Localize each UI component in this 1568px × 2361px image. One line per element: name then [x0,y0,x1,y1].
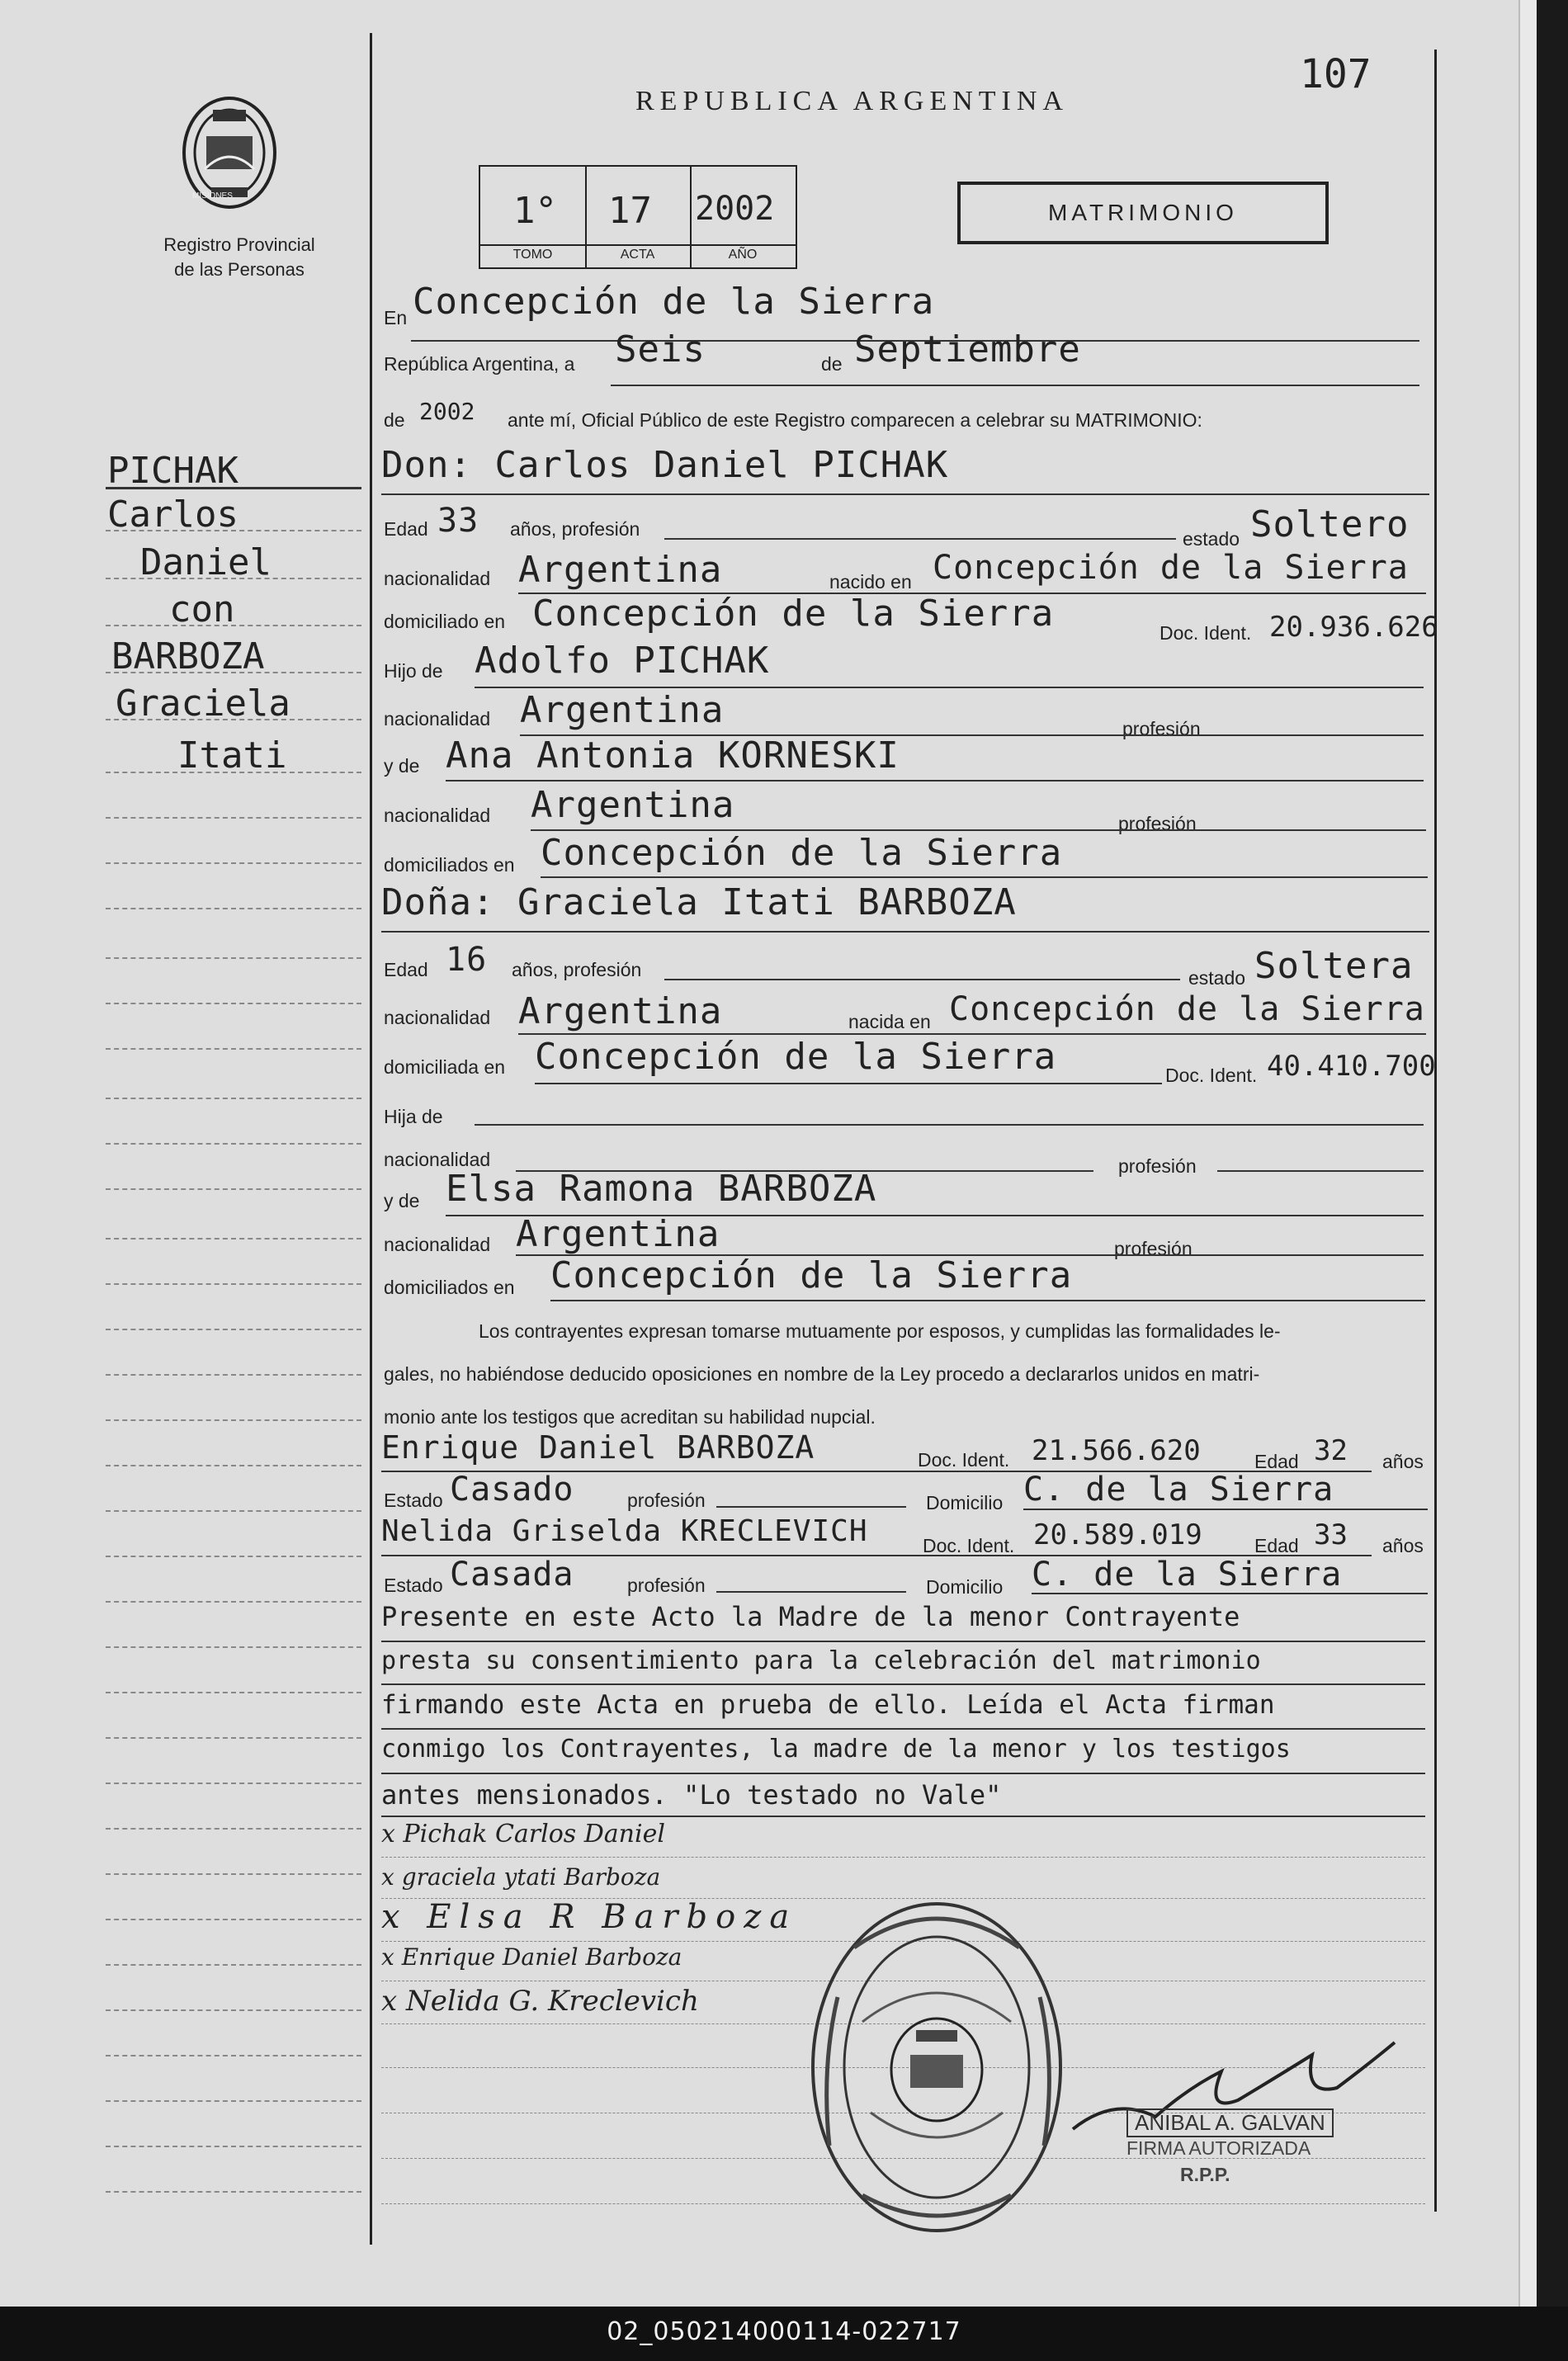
margin-rule [106,1098,361,1099]
margin-rule [106,2100,361,2102]
marriage-day: Seis [615,328,706,371]
margin-rule [106,1188,361,1190]
margin-rule [106,1374,361,1376]
groom-father-nationality: Argentina [520,689,725,731]
nac-label-mother: nacionalidad [384,805,491,826]
nac-label-bride-father: nacionalidad [384,1149,491,1170]
image-identifier: 02_050214000114-022717 [607,2317,961,2346]
nacida-label: nacida en [848,1011,931,1032]
de2-label: de [384,409,405,431]
ano-label: AÑO [690,244,796,262]
witness-1-anos-label: años [1382,1451,1424,1472]
witness-2-domicilio: C. de la Sierra [1032,1556,1343,1594]
en-label: En [384,307,408,328]
witness-2-name: Nelida Griselda KRECLEVICH [381,1514,868,1548]
doms-label-bride: domiciliados en [384,1277,515,1298]
note-line-5: antes mensionados. "Lo testado no Vale" [381,1779,1002,1811]
margin-rule [106,1737,361,1739]
margin-rule [106,908,361,909]
yde-label-bride: y de [384,1190,420,1211]
margin-name-2: Daniel [140,541,272,583]
witness-2-doc-label: Doc. Ident. [923,1535,1015,1556]
margin-rule [106,2146,361,2147]
note-line-1: Presente en este Acto la Madre de la menor Contrayente [381,1601,1240,1632]
rule [664,538,1176,540]
bride-mother: Elsa Ramona BARBOZA [446,1168,877,1210]
ano-cell [690,167,796,267]
official-stamp [805,1898,1069,2236]
margin-rule [106,1783,361,1784]
registry-name [140,233,338,282]
declaration-line-2: gales, no habiéndose deducido oposiciones en nombre de la Ley procedo a declararlos unidos en matri- [384,1363,1260,1385]
republica-label: República Argentina, a [384,353,575,375]
bride-parents-domicile: Concepción de la Sierra [550,1254,1073,1296]
signature-witness-1: x Enrique Daniel Barboza [381,1943,682,1971]
nac-label-bride-mother: nacionalidad [384,1234,491,1255]
declaration-line-1: Los contrayentes expresan tomarse mutuamente por esposos, y cumplidas las formalidades le- [479,1320,1281,1342]
margin-rule [106,1964,361,1966]
rule [518,1033,1426,1035]
margin-rule [106,862,361,864]
bride-domicile: Concepción de la Sierra [535,1036,1057,1078]
declaration-line-3: monio ante los testigos que acreditan su habilidad nupcial. [384,1406,876,1428]
rule [381,1857,1425,1858]
margin-surname-groom: PICHAK [107,450,239,492]
tomo-cell [480,167,587,267]
rule [381,1816,1425,1817]
tomo-value: 1° [513,190,557,232]
groom-nationality: Argentina [518,549,723,591]
margin-rule [106,1048,361,1050]
acta-label: ACTA [585,244,690,262]
rule [475,1124,1424,1126]
witness-1-prof-label: profesión [627,1490,706,1511]
witness-1-edad-label: Edad [1254,1451,1299,1472]
groom-parents-domicile: Concepción de la Sierra [541,832,1063,874]
rule [475,687,1424,688]
bride-birthplace: Concepción de la Sierra [949,990,1425,1028]
signature-bride-mother: x Elsa R Barboza [381,1898,798,1936]
rule [381,1773,1425,1774]
signature-groom: x Pichak Carlos Daniel [381,1820,665,1849]
note-line-3: firmando este Acta en prueba de ello. Leída el Acta firman [381,1690,1275,1720]
hijo-label: Hijo de [384,660,443,682]
edad-label-bride: Edad [384,959,428,980]
witness-2-edad-label: Edad [1254,1535,1299,1556]
witness-1-doc-label: Doc. Ident. [918,1449,1010,1471]
registry-line-1: Registro Provincial [163,234,315,255]
margin-name-3: Graciela [116,682,290,725]
witness-2-age: 33 [1314,1518,1348,1551]
margin-rule [106,1510,361,1512]
margin-rule [106,957,361,959]
nacido-label: nacido en [829,571,912,593]
margin-rule [106,1692,361,1693]
official-title: FIRMA AUTORIZADA [1126,2137,1311,2159]
doc-label-bride: Doc. Ident. [1165,1065,1258,1086]
margin-rule [106,1283,361,1285]
rule [381,1641,1425,1642]
edad-label: Edad [384,518,428,540]
signature-bride: x graciela ytati Barboza [381,1863,661,1891]
rule [1217,1170,1424,1172]
bride-name: Doña: Graciela Itati BARBOZA [381,881,1017,923]
margin-rule [106,1419,361,1421]
witness-1-doc: 21.566.620 [1032,1434,1201,1467]
rule [1023,1509,1428,1510]
groom-father: Adolfo PICHAK [475,640,770,682]
witness-1-estado: Casado [450,1471,574,1509]
groom-domicile: Concepción de la Sierra [532,593,1055,635]
yde-label: y de [384,755,420,777]
witness-2-doc: 20.589.019 [1033,1518,1202,1551]
ante-text: ante mí, Oficial Público de este Registro comparecen a celebrar su MATRIMONIO: [508,409,1202,431]
doc-label: Doc. Ident. [1159,622,1252,644]
margin-rule [106,1238,361,1240]
rule [550,1300,1425,1301]
rule [535,1083,1162,1084]
bride-nationality: Argentina [518,990,723,1032]
estado-label-bride: estado [1188,967,1246,989]
margin-name-4: Itati [177,734,287,777]
right-border [1434,50,1437,2212]
doms-label: domiciliados en [384,854,515,876]
bride-age: 16 [446,941,488,979]
official-name-stamp: ANIBAL A. GALVAN [1126,2108,1334,2137]
register-number-box [479,165,797,269]
marriage-month: Septiembre [854,328,1081,371]
groom-age: 33 [437,502,479,540]
witness-2-domicilio-label: Domicilio [926,1576,1004,1598]
witness-2-estado-label: Estado [384,1575,443,1596]
bride-mother-nationality: Argentina [516,1213,720,1255]
witness-1-estado-label: Estado [384,1490,443,1511]
tomo-label: TOMO [480,244,585,262]
registry-line-2: de las Personas [174,259,305,280]
groom-mother-nationality: Argentina [531,784,735,826]
official-office: R.P.P. [1180,2164,1230,2185]
dom-label-bride: domiciliada en [384,1056,506,1078]
rule [381,1683,1425,1685]
country-title: REPUBLICA ARGENTINA [635,86,1069,116]
rule [381,931,1429,933]
rule [664,979,1180,980]
page-number: 107 [1300,51,1372,97]
margin-rule [106,1828,361,1830]
margin-rule [106,1465,361,1466]
margin-rule [106,1329,361,1330]
prof-label-bride-mother: profesión [1114,1238,1193,1259]
acta-value: 17 [608,190,652,232]
rule [1032,1593,1428,1594]
rule [531,829,1426,831]
rule [446,780,1424,781]
signature-witness-2: x Nelida G. Kreclevich [381,1985,699,2018]
nac-label: nacionalidad [384,568,491,589]
nac-label-bride: nacionalidad [384,1007,491,1028]
marriage-place: Concepción de la Sierra [413,281,935,323]
acta-cell [585,167,692,267]
rule [381,493,1429,495]
anos-prof-label-bride: años, profesión [512,959,642,980]
bride-estado: Soltera [1254,945,1414,987]
margin-rule [106,2191,361,2193]
margin-rule [106,1919,361,1920]
witness-2-estado: Casada [450,1556,574,1594]
margin-rule [106,817,361,819]
margin-rule [106,1873,361,1875]
dom-label: domiciliado en [384,611,506,632]
estado-label: estado [1183,528,1240,550]
note-line-4: conmigo los Contrayentes, la madre de la menor y los testigos [381,1735,1291,1764]
note-line-2: presta su consentimiento para la celebración del matrimonio [381,1646,1261,1675]
groom-estado: Soltero [1250,503,1410,545]
rule [381,1728,1425,1730]
rule [716,1591,906,1593]
margin-surname-bride: BARBOZA [111,635,265,678]
witness-1-domicilio: C. de la Sierra [1023,1471,1334,1509]
margin-divider [370,33,372,2245]
prof-label-mother: profesión [1118,813,1197,834]
witness-1-domicilio-label: Domicilio [926,1492,1004,1513]
rule [541,876,1428,878]
groom-doc: 20.936.626 [1269,611,1438,644]
witness-1-name: Enrique Daniel BARBOZA [381,1429,815,1466]
groom-birthplace: Concepción de la Sierra [933,549,1409,587]
margin-con: con [169,588,235,630]
witness-2-anos-label: años [1382,1535,1424,1556]
margin-rule [106,2009,361,2011]
marriage-year: 2002 [419,398,475,425]
ano-value: 2002 [695,190,775,228]
bride-doc: 40.410.700 [1267,1050,1436,1083]
nac-label-father: nacionalidad [384,708,491,730]
margin-rule [106,1646,361,1648]
margin-rule [106,1003,361,1004]
hija-label: Hija de [384,1106,443,1127]
witness-1-age: 32 [1314,1434,1348,1467]
document-type-box: MATRIMONIO [957,182,1329,244]
margin-rule [106,1556,361,1557]
margin-rule [106,1601,361,1603]
rule [611,385,1419,386]
margin-rule [106,1143,361,1145]
groom-name: Don: Carlos Daniel PICHAK [381,444,949,486]
witness-2-prof-label: profesión [627,1575,706,1596]
rule [716,1506,906,1508]
prof-label-father: profesión [1122,718,1201,739]
margin-name-1: Carlos [107,493,239,536]
de-label: de [821,353,843,375]
seal-label: MISIONES [192,191,233,201]
prof-label-bride-father: profesión [1118,1155,1197,1177]
page-edge [1518,0,1537,2307]
margin-rule [106,2055,361,2056]
groom-mother: Ana Antonia KORNESKI [446,734,900,777]
anos-prof-label: años, profesión [510,518,640,540]
